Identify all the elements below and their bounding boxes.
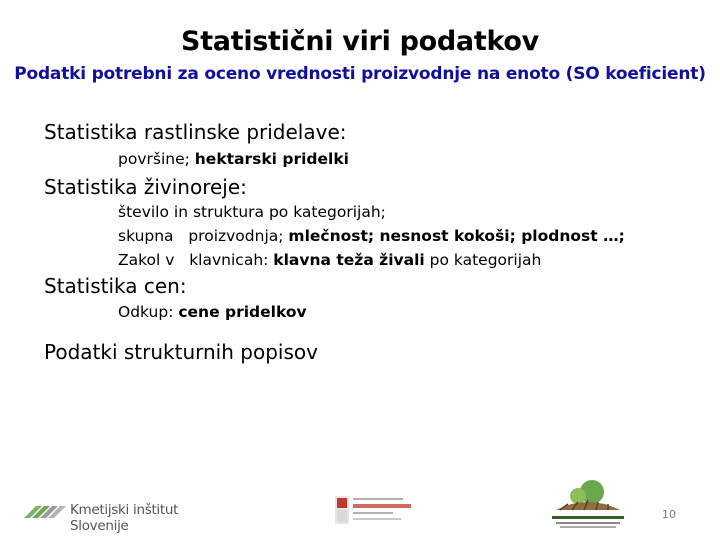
detail-line: skupna proizvodnja; mlečnost; nesnost kokoši; plodnost …; bbox=[118, 227, 625, 245]
section-crops-details bbox=[118, 147, 349, 171]
faculty-logo-icon bbox=[333, 486, 418, 530]
farm-logo-icon bbox=[548, 476, 628, 532]
section-livestock-details bbox=[118, 200, 625, 272]
page-number: 10 bbox=[662, 508, 676, 521]
kis-logo-mark-icon bbox=[22, 498, 68, 524]
detail-line: površine; hektarski pridelki bbox=[118, 150, 349, 168]
section-heading-livestock: Statistika živinoreje: bbox=[44, 175, 247, 199]
slide-subtitle: Podatki potrebni za oceno vrednosti proizvodnje na enoto (SO koeficient) bbox=[14, 64, 706, 84]
kis-logo bbox=[22, 496, 212, 534]
section-heading-census: Podatki strukturnih popisov bbox=[44, 340, 318, 364]
slide-title: Statistični viri podatkov bbox=[181, 26, 539, 57]
detail-line: Zakol v klavnicah: klavna teža živali po kategorijah bbox=[118, 251, 542, 269]
kis-logo-text: Kmetijski inštitut Slovenije bbox=[70, 502, 179, 534]
detail-line: Odkup: cene pridelkov bbox=[118, 303, 307, 321]
section-heading-prices: Statistika cen: bbox=[44, 274, 187, 298]
detail-line: število in struktura po kategorijah; bbox=[118, 203, 386, 221]
section-prices-details bbox=[118, 300, 307, 324]
section-heading-crops: Statistika rastlinske pridelave: bbox=[44, 120, 347, 144]
